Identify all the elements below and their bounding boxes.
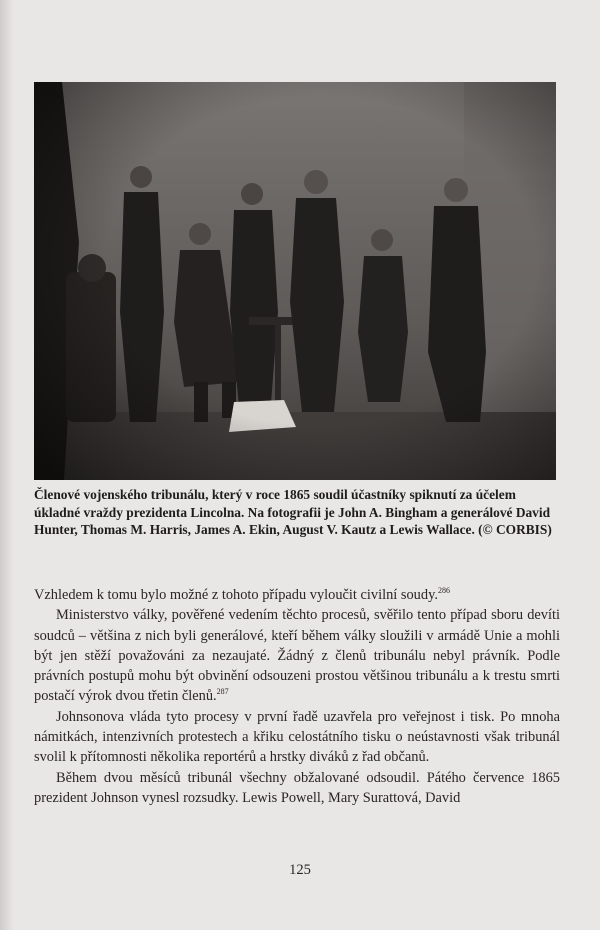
paragraph	[34, 605, 560, 706]
historical-group-photo	[34, 82, 556, 480]
paragraph-text: Během dvou měsíců tribunál všechny obžalované odsoudil. Pátého července 1865 prezident Johnson vynesl rozsudky. Lewis Powell, Mary Surattová, David	[34, 769, 560, 806]
paragraph	[34, 768, 560, 809]
paragraph-text: Ministerstvo války, pověřené vedením těchto procesů, svěřilo tento případ sboru devíti soudců – většina z nich byli generálové, kteří během války sloužili v armádě Unie a mohli být jen stěží považováni za nezaujaté. Žádný z členů tribunálu nebyl právník. Podle právních postupů mohu být obvinění odsouzeni prostou většinou tribunálu a k trestu smrti postačí výrok dvou třetin členů.	[34, 607, 560, 705]
historical-group-photo-icon	[34, 82, 556, 480]
page-number: 125	[289, 862, 311, 878]
page-gutter-shadow	[0, 0, 14, 930]
paragraph	[34, 707, 560, 768]
paragraph-text: Johnsonova vláda tyto procesy v první řadě uzavřela pro veřejnost i tisk. Po mnoha námitkách, intenzivních protestech a křiku celostátního tisku o neústavnosti však tribunál svolil k přítomnosti několika reportérů a hrstky diváků z řad občanů.	[34, 708, 560, 766]
paragraph	[34, 585, 560, 605]
body-text	[34, 585, 560, 808]
footnote-ref[interactable]: 287	[216, 687, 229, 697]
footnote-ref[interactable]: 286	[437, 586, 450, 595]
paragraph-text: Vzhledem k tomu bylo možné z tohoto případu vyloučit civilní soudy.	[34, 587, 438, 603]
photo-caption: Členové vojenského tribunálu, který v roce 1865 soudil účastníky spiknutí za účelem úkladné vraždy prezidenta Lincolna. Na fotografii je John A. Bingham a generálové David Hunter, Thomas M. Harris, James A. Ekin, August V. Kautz a Lewis Wallace. (© CORBIS)	[34, 487, 552, 537]
